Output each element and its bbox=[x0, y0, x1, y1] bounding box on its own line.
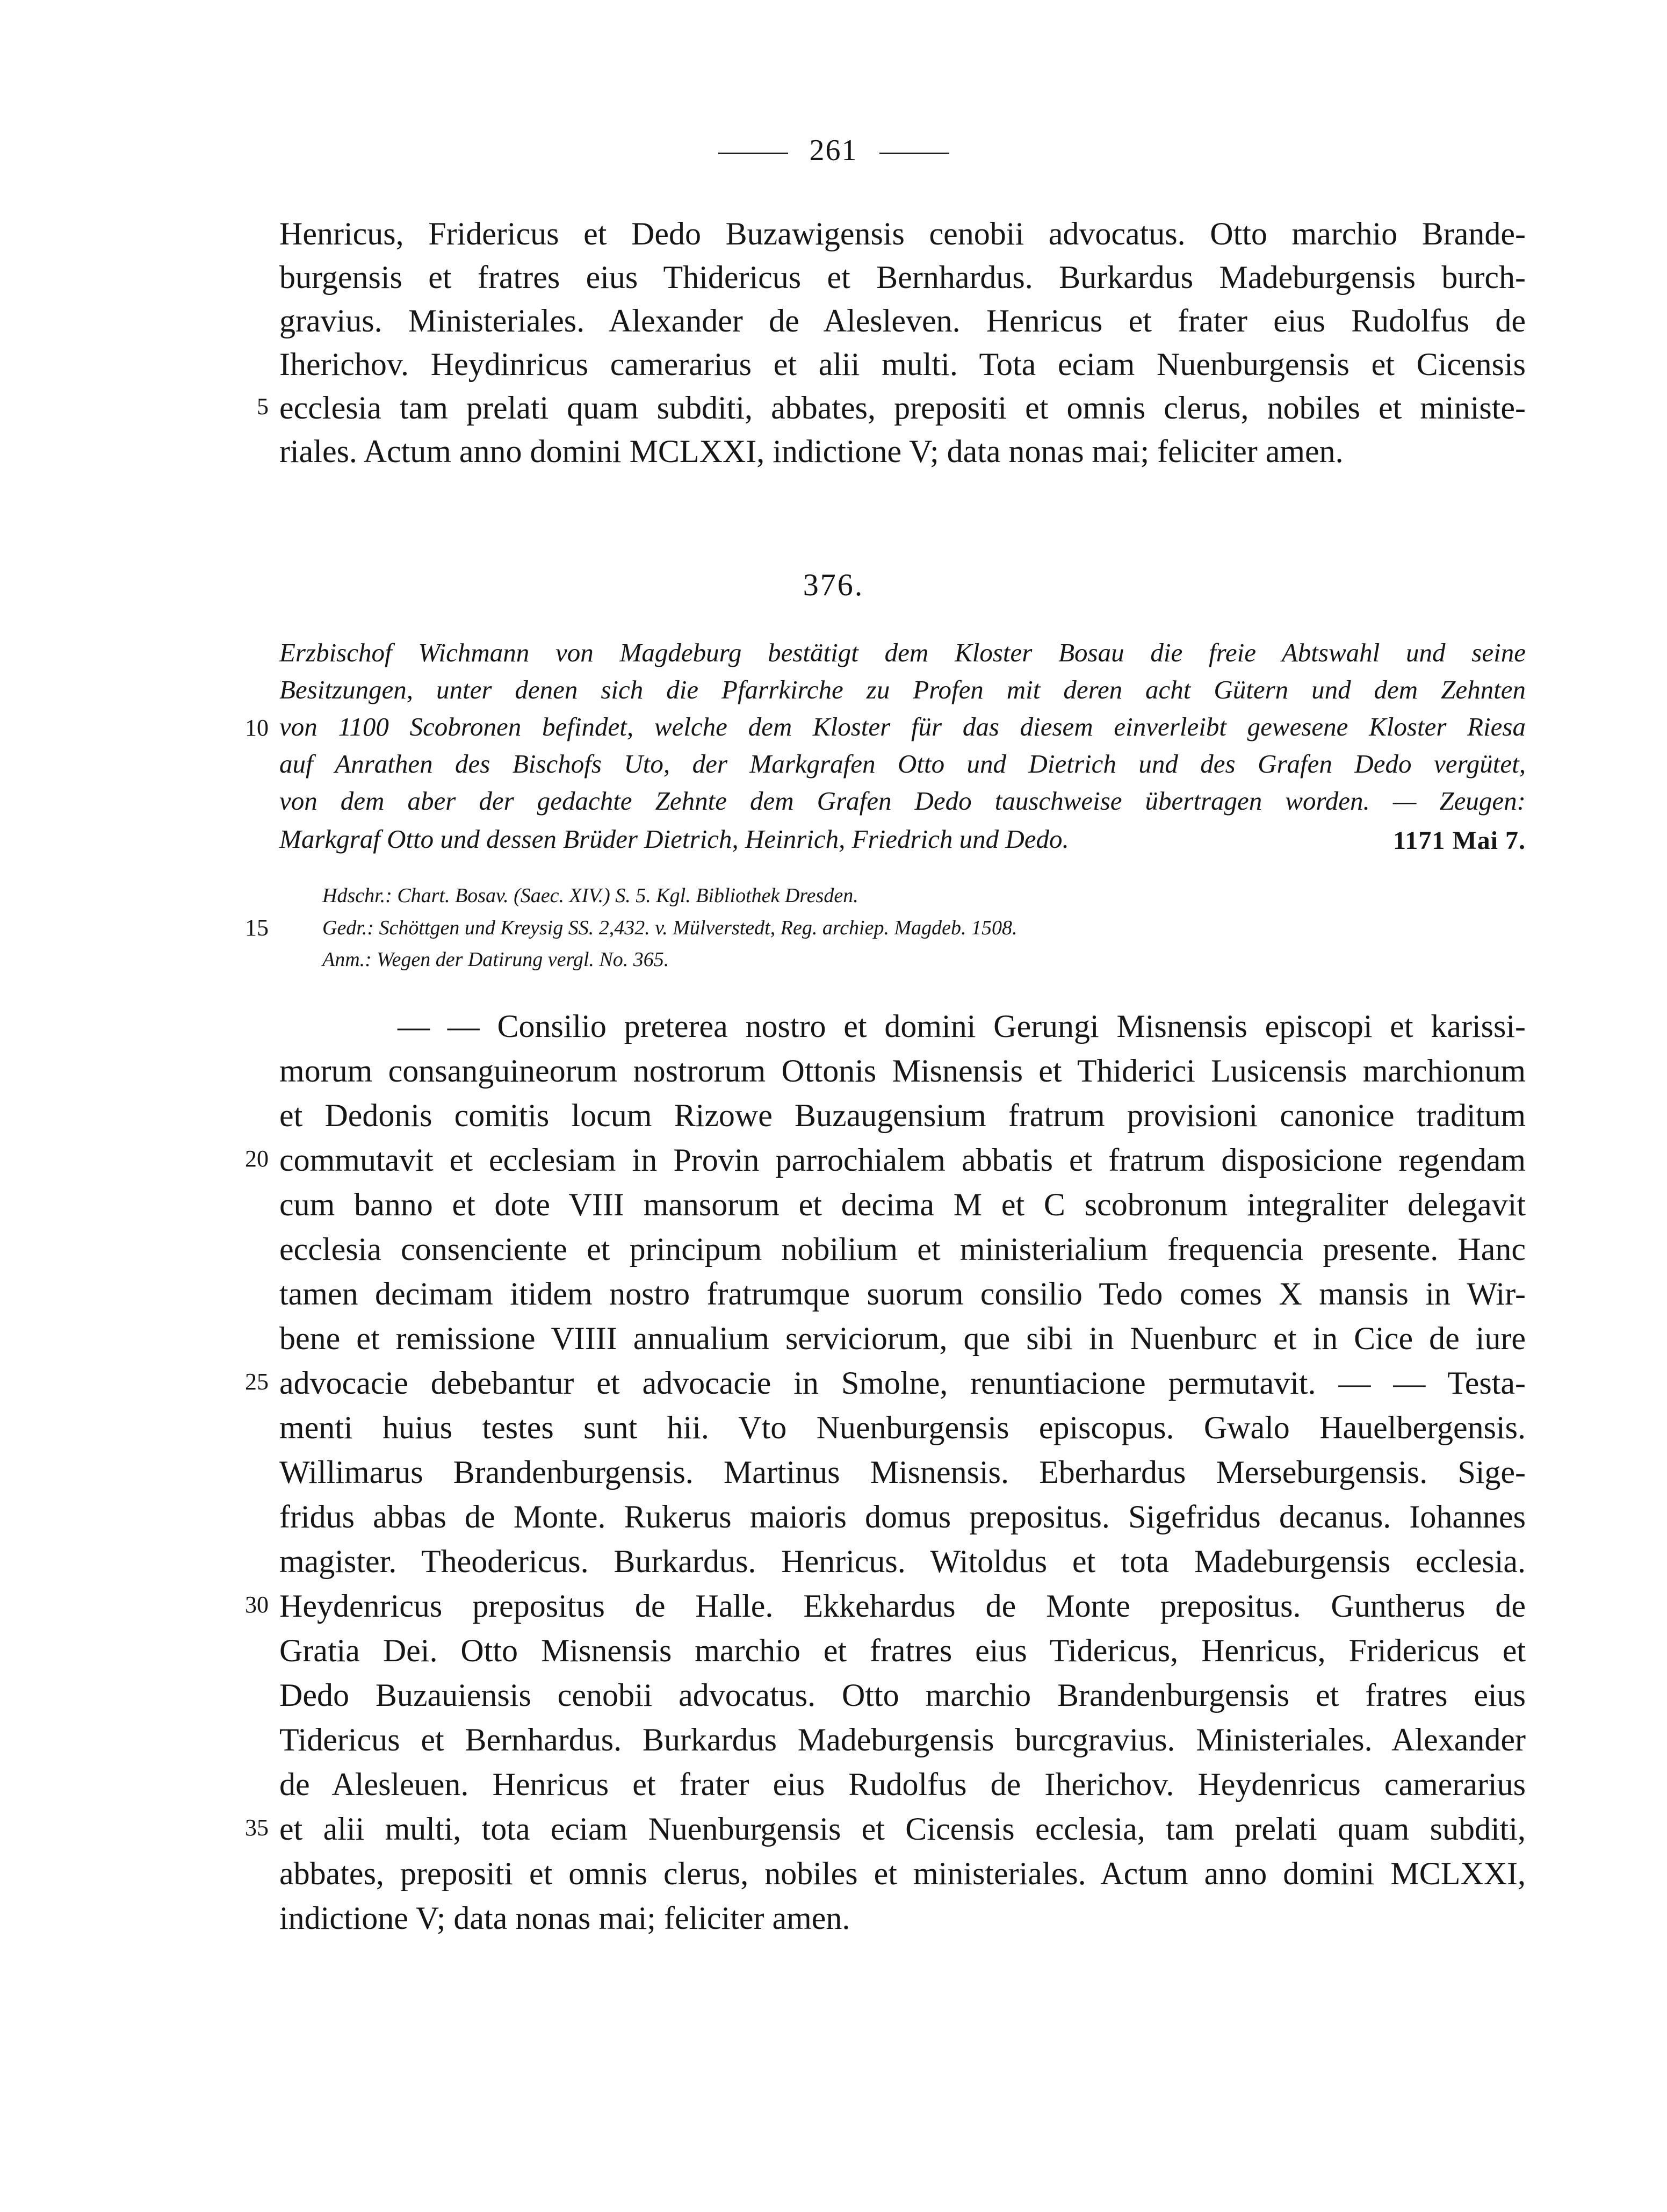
regest-line: von dem aber der gedachte Zehnte dem Grafen Dedo tauschweise übertragen worden. — Zeugen: bbox=[279, 786, 1526, 816]
line-number: 15 bbox=[245, 914, 269, 941]
text-line: Gratia Dei. Otto Misnensis marchio et fratres eius Tidericus, Henricus, Fridericus et bbox=[279, 1633, 1526, 1668]
regest-date: 1171 Mai 7. bbox=[1393, 826, 1526, 855]
text-line: de Alesleuen. Henricus et frater eius Rudolfus de Iherichov. Heydenricus camerarius bbox=[279, 1767, 1526, 1802]
source-note: Gedr.: Schöttgen und Kreysig SS. 2,432. v. Mülverstedt, Reg. archiep. Magdeb. 1508. bbox=[322, 917, 1017, 939]
text-line: menti huius testes sunt hii. Vto Nuenburgensis episcopus. Gwalo Hauelbergensis. bbox=[279, 1410, 1526, 1445]
text-line: Heydenricus prepositus de Halle. Ekkehardus de Monte prepositus. Guntherus de bbox=[279, 1588, 1526, 1624]
regest-line: Markgraf Otto und dessen Brüder Dietrich, Heinrich, Friedrich und Dedo. bbox=[279, 824, 1069, 854]
page-header bbox=[0, 133, 1667, 168]
text-line: Iherichov. Heydinricus camerarius et alii multi. Tota eciam Nuenburgensis et Cicensis bbox=[279, 347, 1526, 382]
text-line: magister. Theodericus. Burkardus. Henricus. Witoldus et tota Madeburgensis ecclesia. bbox=[279, 1544, 1526, 1579]
header-rule-right bbox=[879, 153, 949, 154]
text-line: morum consanguineorum nostrorum Ottonis Misnensis et Thiderici Lusicensis marchionum bbox=[279, 1053, 1526, 1089]
regest-line: Erzbischof Wichmann von Magdeburg bestätigt dem Kloster Bosau die freie Abtswahl und seine bbox=[279, 638, 1526, 667]
text-line: fridus abbas de Monte. Rukerus maioris domus prepositus. Sigefridus decanus. Iohannes bbox=[279, 1499, 1526, 1534]
header-rule-left bbox=[718, 153, 788, 154]
text-line: ecclesia tam prelati quam subditi, abbates, prepositi et omnis clerus, nobiles et ministe- bbox=[279, 390, 1526, 426]
line-number: 5 bbox=[257, 393, 269, 420]
text-line: Willimarus Brandenburgensis. Martinus Misnensis. Eberhardus Merseburgensis. Sige- bbox=[279, 1454, 1526, 1490]
regest-line: auf Anrathen des Bischofs Uto, der Markgrafen Otto und Dietrich und des Grafen Dedo vergütet, bbox=[279, 749, 1526, 779]
text-line: Dedo Buzauiensis cenobii advocatus. Otto marchio Brandenburgensis et fratres eius bbox=[279, 1677, 1526, 1713]
text-line: abbates, prepositi et omnis clerus, nobiles et ministeriales. Actum anno domini MCLXXI, bbox=[279, 1856, 1526, 1891]
line-number: 20 bbox=[245, 1145, 269, 1172]
document-number: 376. bbox=[803, 567, 864, 602]
regest-line: Besitzungen, unter denen sich die Pfarrkirche zu Profen mit deren acht Gütern und dem Zehnten bbox=[279, 675, 1526, 704]
line-number: 30 bbox=[245, 1591, 269, 1618]
text-line: gravius. Ministeriales. Alexander de Alesleven. Henricus et frater eius Rudolfus de bbox=[279, 303, 1526, 338]
text-line: bene et remissione VIIII annualium serviciorum, que sibi in Nuenburc et in Cice de iure bbox=[279, 1321, 1526, 1356]
text-line: et alii multi, tota eciam Nuenburgensis et Cicensis ecclesia, tam prelati quam subditi, bbox=[279, 1811, 1526, 1847]
source-note: Anm.: Wegen der Datirung vergl. No. 365. bbox=[322, 948, 669, 971]
line-number: 10 bbox=[245, 715, 269, 741]
text-line: advocacie debebantur et advocacie in Smolne, renuntiacione permutavit. — — Testa- bbox=[279, 1365, 1526, 1401]
line-number: 35 bbox=[245, 1814, 269, 1841]
text-line: cum banno et dote VIII mansorum et decima M et C scobronum integraliter delegavit bbox=[279, 1187, 1526, 1222]
text-line: et Dedonis comitis locum Rizowe Buzaugensium fratrum provisioni canonice traditum bbox=[279, 1098, 1526, 1133]
text-line: Henricus, Fridericus et Dedo Buzawigensis cenobii advocatus. Otto marchio Brande- bbox=[279, 216, 1526, 251]
line-number: 25 bbox=[245, 1368, 269, 1395]
text-line: indictione V; data nonas mai; feliciter amen. bbox=[279, 1900, 850, 1936]
text-line: Tidericus et Bernhardus. Burkardus Madeburgensis burcgravius. Ministeriales. Alexander bbox=[279, 1722, 1526, 1757]
text-line: — — Consilio preterea nostro et domini Gerungi Misnensis episcopi et karissi- bbox=[398, 1008, 1526, 1044]
page-number: 261 bbox=[809, 134, 858, 167]
text-line: tamen decimam itidem nostro fratrumque suorum consilio Tedo comes X mansis in Wir- bbox=[279, 1276, 1526, 1312]
text-line: ecclesia consenciente et principum nobilium et ministerialium frequencia presente. Hanc bbox=[279, 1231, 1526, 1267]
text-line: burgensis et fratres eius Thidericus et Bernhardus. Burkardus Madeburgensis burch- bbox=[279, 260, 1526, 295]
text-line: riales. Actum anno domini MCLXXI, indictione V; data nonas mai; feliciter amen. bbox=[279, 434, 1344, 469]
text-line: commutavit et ecclesiam in Provin parrochialem abbatis et fratrum disposicione regendam bbox=[279, 1142, 1526, 1178]
regest-line: von 1100 Scobronen befindet, welche dem Kloster für das diesem einverleibt gewesene Kloster Riesa bbox=[279, 712, 1526, 741]
source-note: Hdschr.: Chart. Bosav. (Saec. XIV.) S. 5. Kgl. Bibliothek Dresden. bbox=[322, 884, 858, 907]
